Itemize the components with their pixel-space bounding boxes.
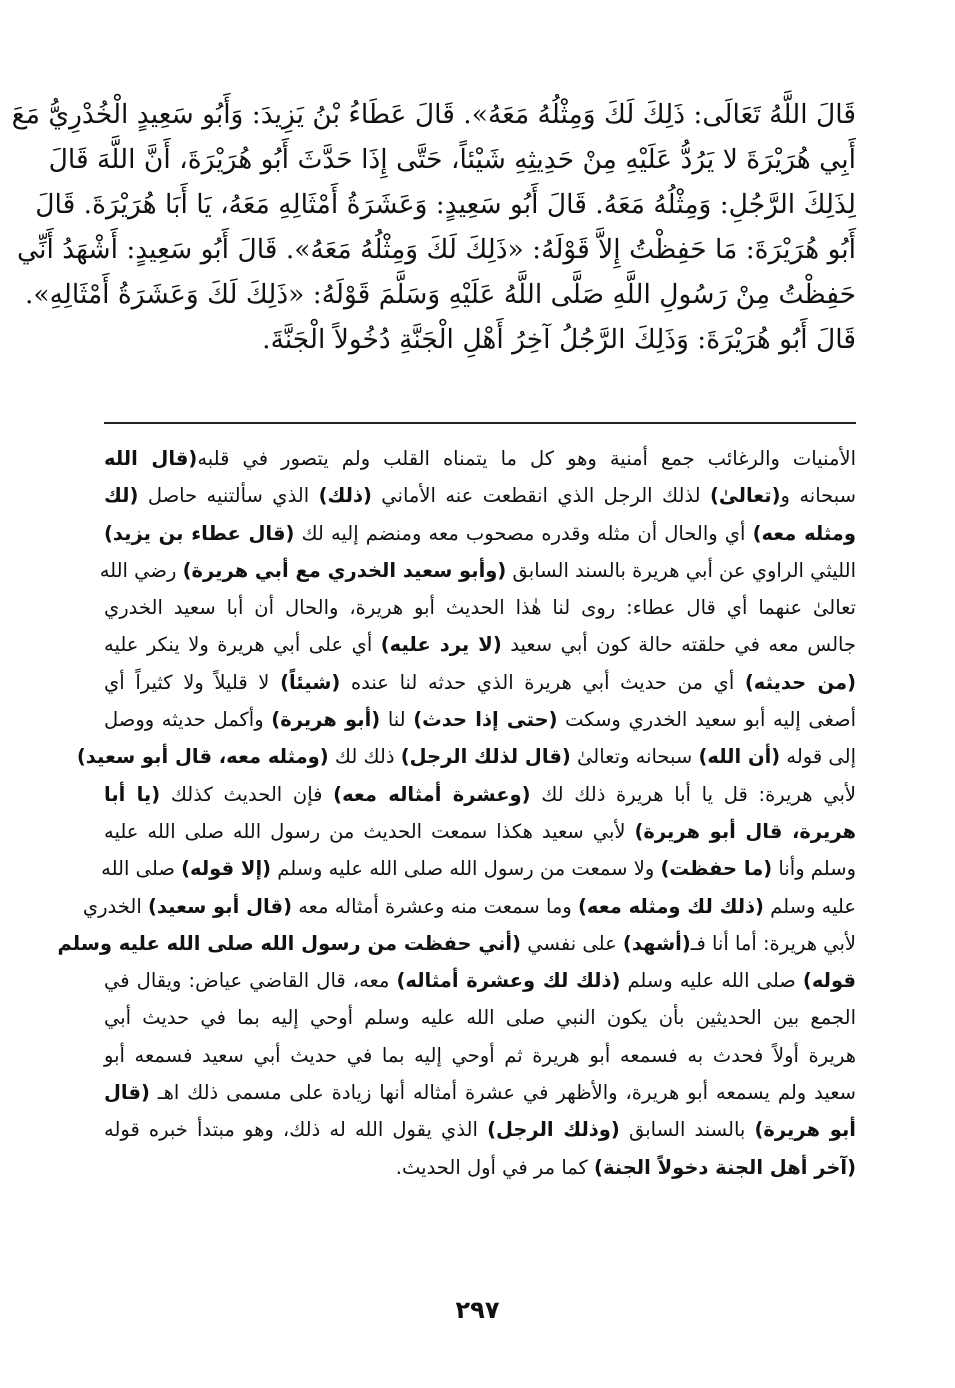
- commentary-line: [104, 813, 856, 850]
- commentary-text: أي من حديث أبي هريرة الذي حدثه لنا عنده: [340, 670, 745, 694]
- commentary-text: رضي الله: [99, 558, 183, 582]
- quoted-hadith-phrase: (وعشرة أمثاله معه): [333, 782, 531, 806]
- commentary-text: فإن الحديث كذلك: [160, 782, 334, 806]
- commentary-line: [57, 925, 856, 962]
- commentary-line: [104, 999, 856, 1036]
- quoted-hadith-phrase: (أني حفظت من رسول الله صلى الله عليه وسلم: [57, 931, 522, 955]
- matn-line: حَفِظْتُ مِنْ رَسُولِ اللَّهِ صَلَّى اللَّهُ عَلَيْهِ وَسَلَّمَ قَوْلَهُ: «ذَلِكَ لَكَ وَعَشَرَةُ أَمْثَالِهِ».: [24, 279, 856, 310]
- commentary-text: أصغى إليه أبو سعيد الخدري وسكت: [557, 708, 857, 732]
- commentary-line: [104, 776, 856, 813]
- quoted-hadith-phrase: (إلا قوله): [181, 857, 272, 881]
- commentary-text: وما سمعت منه وعشرة أمثاله معه: [292, 894, 578, 918]
- commentary-text: الأمنيات والرغائب جمع أمنية وهو كل ما يتمناه القلب ولم يتصور في قلبه: [197, 447, 856, 470]
- quoted-hadith-phrase: (ومثله معه، قال أبو سعيد): [76, 745, 329, 769]
- commentary-text: لأبي سعيد هكذا سمعت الحديث من رسول الله صلى الله عليه: [104, 819, 635, 843]
- quoted-hadith-phrase: (قال: [104, 1081, 150, 1105]
- commentary-text: الذي يقول الله له ذلك، وهو مبتدأ خبره قوله: [104, 1118, 488, 1142]
- commentary-text: لا قليلاً ولا كثيراً أي: [104, 670, 281, 694]
- commentary-text: الجمع بين الحديثين بأن يكون النبي صلى الله عليه وسلم أوحي إليه بما في حديث أبي: [104, 1006, 856, 1030]
- quoted-hadith-phrase: (قال أبو سعيد): [147, 894, 292, 918]
- matn-line: لِذَلِكَ الرَّجُلِ: وَمِثْلُهُ مَعَهُ. قَالَ أَبُو سَعِيدٍ: وَعَشَرَةُ أَمْثَالِهِ مَعَهُ، يَا أَبَا هُرَيْرَةَ. قَالَ: [35, 189, 856, 220]
- quoted-hadith-phrase: (وأبو سعيد الخدري مع أبي هريرة): [182, 558, 507, 582]
- quoted-hadith-phrase: (ذلك): [318, 484, 372, 508]
- commentary-text: لذلك الرجل الذي انقطعت عنه الأماني: [371, 484, 710, 508]
- quoted-hadith-phrase: (ما حفظت): [660, 857, 773, 881]
- commentary-line: [104, 477, 856, 514]
- commentary-line: [82, 888, 856, 925]
- commentary-line: [104, 589, 856, 626]
- commentary-line: [104, 1111, 856, 1148]
- quoted-hadith-phrase: (أن الله): [698, 745, 781, 769]
- commentary-text: ذلك لك: [328, 745, 401, 769]
- commentary-text: ولا سمعت من رسول الله صلى الله عليه وسلم: [271, 857, 661, 881]
- quoted-hadith-phrase: (قال الله: [104, 447, 198, 470]
- commentary-text: الليثي الراوي عن أبي هريرة بالسند السابق: [506, 558, 856, 582]
- quoted-hadith-phrase: (آخر أهل الجنة دخولاً الجنة): [594, 1155, 856, 1179]
- commentary-text: كما مر في أول الحديث.: [395, 1155, 595, 1179]
- quoted-hadith-phrase: (لك: [104, 484, 139, 508]
- commentary-text: سبحانه و: [780, 484, 856, 508]
- commentary-text: عليه وسلم: [763, 894, 856, 918]
- commentary-line: [104, 1037, 856, 1074]
- commentary-text: تعالىٰ عنهما أي قال عطاء: روى لنا هٰذا الحديث أبو هريرة، والحال أن أبا سعيد الخدري: [104, 596, 856, 620]
- quoted-hadith-phrase: (يا أبا: [104, 782, 161, 806]
- quoted-hadith-phrase: هريرة، قال أبو هريرة): [634, 819, 856, 843]
- commentary-text-block: [57, 440, 857, 1186]
- commentary-text: الخدري: [82, 894, 148, 918]
- matn-line: أَبُو هُرَيْرَةَ: مَا حَفِظْتُ إِلاَّ قَوْلَهُ: «ذَلِكَ لَكَ وَمِثْلُهُ مَعَهُ». قَالَ أَبُو سَعِيدٍ: أَشْهَدُ أَنِّي: [16, 234, 856, 265]
- quoted-hadith-phrase: أبو هريرة): [754, 1118, 856, 1142]
- hadith-text: [11, 92, 856, 362]
- section-divider: [104, 422, 856, 424]
- quoted-hadith-phrase: (قال لذلك الرجل): [400, 745, 571, 769]
- commentary-text: صلى الله عليه وسلم: [620, 969, 803, 993]
- quoted-hadith-phrase: (حتى إذا حدث): [413, 708, 558, 732]
- quoted-hadith-phrase: (لا يرد عليه): [380, 633, 502, 657]
- commentary-line: [104, 664, 856, 701]
- commentary-text: سعيد ولم يسمعه أبو هريرة، والأظهر في عشرة أمثاله أنها زيادة على مسمى ذلك اهـ: [149, 1081, 856, 1105]
- quoted-hadith-phrase: (من حديثه): [744, 670, 856, 694]
- commentary-line: [104, 1074, 856, 1111]
- commentary-line: [76, 738, 856, 775]
- commentary-line: [99, 552, 856, 589]
- commentary-line: [104, 701, 856, 738]
- commentary-text: وسلم وأنا: [772, 857, 856, 881]
- quoted-hadith-phrase: (أشهد): [622, 931, 691, 955]
- commentary-line: [104, 515, 856, 552]
- commentary-text: جالس معه في حلقته حالة كون أبي سعيد: [501, 633, 857, 657]
- commentary-text: أي والحال أن مثله وقدره مصحوب معه ومنضم إليه لك: [294, 521, 753, 545]
- commentary-text: سبحانه وتعالىٰ: [570, 745, 699, 769]
- quoted-hadith-phrase: (ذلك لك ومثله معه): [577, 894, 764, 918]
- quoted-hadith-phrase: (وذلك الرجل): [487, 1118, 620, 1142]
- commentary-text: بالسند السابق: [619, 1118, 755, 1142]
- commentary-text: لأبي هريرة: قل يا أبا هريرة ذلك لك: [530, 782, 857, 806]
- commentary-text: الذي سألتنيه حاصل: [138, 484, 319, 508]
- commentary-text: وأكمل حديثه ووصل: [104, 708, 272, 732]
- matn-line: قَالَ اللَّهُ تَعَالَى: ذَلِكَ لَكَ وَمِثْلُهُ مَعَهُ». قَالَ عَطَاءُ بْنُ يَزِيدَ: وَأَبُو سَعِيدٍ الْخُدْرِيُّ مَعَ: [11, 99, 856, 130]
- commentary-line: [104, 626, 856, 663]
- matn-line: أَبِي هُرَيْرَةَ لا يَرُدُّ عَلَيْهِ مِنْ حَدِيثِهِ شَيْئاً، حَتَّى إِذَا حَدَّثَ أَبُو هُرَيْرَةَ، أَنَّ اللَّهَ قَالَ: [48, 144, 856, 175]
- commentary-text: معه، قال القاضي عياض: ويقال في: [104, 969, 397, 993]
- quoted-hadith-phrase: ومثله معه): [752, 521, 857, 545]
- matn-line: قَالَ أَبُو هُرَيْرَةَ: وَذَلِكَ الرَّجُلُ آخِرُ أَهْلِ الْجَنَّةِ دُخُولاً الْجَنَّةَ.: [262, 324, 856, 355]
- quoted-hadith-phrase: (قال عطاء بن يزيد): [104, 521, 295, 545]
- page-number: ٢٩٧: [455, 1296, 500, 1324]
- commentary-text: صلى الله: [101, 857, 182, 881]
- commentary-text: لأبي هريرة: أما أنا فـ: [690, 931, 856, 955]
- commentary-text: إلى قوله: [780, 745, 856, 769]
- quoted-hadith-phrase: (تعالىٰ): [709, 484, 781, 508]
- commentary-line: [101, 850, 856, 887]
- matn-text-block: [11, 92, 856, 362]
- commentary-line: [104, 1149, 856, 1186]
- commentary-text: أي على أبي هريرة ولا ينكر عليه: [104, 633, 381, 657]
- commentary-line: [104, 440, 856, 477]
- commentary-text: هريرة أولاً فحدث به فسمعه أبو هريرة ثم أوحي إليه بما في حديث أبي سعيد فسمعه أبو: [104, 1043, 856, 1067]
- quoted-hadith-phrase: (أبو هريرة): [271, 708, 381, 732]
- quoted-hadith-phrase: (ذلك لك وعشرة أمثاله): [396, 969, 621, 993]
- commentary-text: على نفسي: [521, 931, 623, 955]
- quoted-hadith-phrase: قوله): [802, 969, 856, 993]
- commentary-text: لنا: [380, 708, 414, 732]
- commentary-line: [104, 962, 856, 999]
- quoted-hadith-phrase: (شيئاً): [280, 670, 341, 694]
